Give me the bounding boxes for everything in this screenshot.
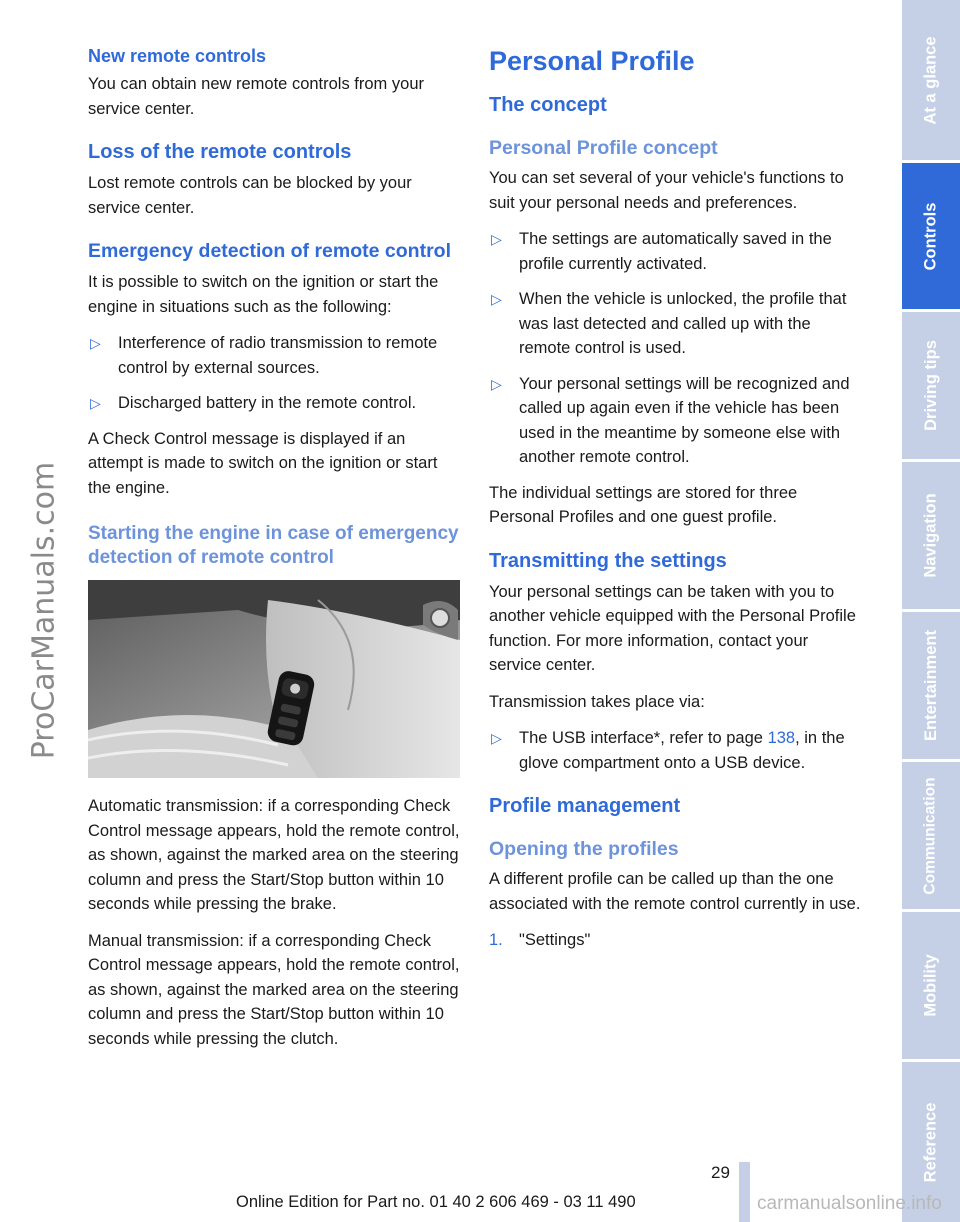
heading-personal-profile-concept: Personal Profile concept bbox=[489, 137, 718, 159]
side-watermark: ProCarManuals.com bbox=[26, 461, 62, 759]
heading-new-remote-controls: New remote controls bbox=[88, 46, 267, 66]
paragraph: Your personal settings can be taken with you to another vehicle equipped with the Personal Profile function. For more information, contact your service center. bbox=[489, 582, 856, 674]
heading-emergency-detection: Emergency detection of remote control bbox=[88, 240, 451, 262]
step-item: 1. "Settings" bbox=[489, 928, 861, 953]
triangle-right-icon: ▷ bbox=[491, 231, 502, 247]
heading-loss-of-remote-controls: Loss of the remote controls bbox=[88, 141, 352, 163]
paragraph: The individual settings are stored for three Personal Profiles and one guest profile. bbox=[489, 483, 798, 526]
heading-the-concept: The concept bbox=[489, 94, 607, 116]
chapter-tab-sidebar bbox=[902, 0, 960, 1222]
tab-communication[interactable]: Communication bbox=[902, 762, 960, 909]
tab-driving-tips[interactable]: Driving tips bbox=[902, 312, 960, 459]
heading-transmitting-settings: Transmitting the settings bbox=[489, 549, 727, 572]
heading-starting-engine: Starting the engine in case of emergency detection of remote control bbox=[88, 523, 459, 568]
paragraph: It is possible to switch on the ignition or start the engine in situations such as the following: bbox=[88, 273, 439, 316]
triangle-right-icon: ▷ bbox=[491, 730, 502, 746]
tab-controls[interactable]: Controls bbox=[902, 163, 960, 309]
triangle-right-icon: ▷ bbox=[491, 375, 502, 392]
page-number-bar bbox=[739, 1162, 750, 1222]
left-column bbox=[88, 44, 460, 1063]
right-column bbox=[489, 44, 861, 964]
triangle-right-icon: ▷ bbox=[90, 335, 101, 351]
list-item: ▷ Interference of radio transmission to remote control by external sources. bbox=[88, 331, 460, 380]
tab-at-a-glance[interactable]: At a glance bbox=[902, 0, 960, 160]
paragraph-manual: Manual transmission: if a corresponding Check Control message appears, hold the remote control, as shown, against the marked area on the steering column and press the Start/Stop button within 10 seconds while pressing the clutch. bbox=[88, 931, 460, 1048]
paragraph-automatic: Automatic transmission: if a corresponding Check Control message appears, hold the remote control, as shown, against the marked area on the steering column and press the Start/Stop button within 10 seconds while pressing the brake. bbox=[88, 797, 460, 913]
paragraph: A different profile can be called up than the one associated with the remote control currently in use. bbox=[489, 870, 861, 913]
heading-opening-profiles: Opening the profiles bbox=[489, 838, 679, 860]
step-number: 1. bbox=[489, 931, 503, 949]
list-item: ▷ Your personal settings will be recognized and called up again even if the vehicle has been used in the meantime by someone else with another remote control. bbox=[489, 372, 861, 470]
list-item: ▷ The USB interface*, refer to page 138, in the glove compartment onto a USB device. bbox=[489, 726, 861, 775]
tab-entertainment[interactable]: Entertainment bbox=[902, 612, 960, 759]
paragraph: You can obtain new remote controls from your service center. bbox=[88, 75, 424, 118]
heading-profile-management: Profile management bbox=[489, 795, 681, 817]
tab-reference[interactable]: Reference bbox=[902, 1062, 960, 1222]
paragraph: A Check Control message is displayed if an attempt is made to switch on the ignition or start the engine. bbox=[88, 429, 438, 497]
tab-mobility[interactable]: Mobility bbox=[902, 912, 960, 1059]
footer-edition: Online Edition for Part no. 01 40 2 606 469 - 03 11 490 bbox=[236, 1193, 636, 1211]
list-item: ▷ Discharged battery in the remote control. bbox=[88, 391, 460, 416]
footer-watermark-logo: carmanualsonline.info bbox=[757, 1193, 942, 1214]
page-number: 29 bbox=[711, 1163, 730, 1182]
paragraph: You can set several of your vehicle's functions to suit your personal needs and preferences. bbox=[489, 169, 844, 212]
list-item: ▷ When the vehicle is unlocked, the profile that was last detected and called up with the remote control is used. bbox=[489, 287, 861, 361]
triangle-right-icon: ▷ bbox=[491, 291, 502, 307]
paragraph: Transmission takes place via: bbox=[489, 692, 705, 711]
triangle-right-icon: ▷ bbox=[90, 395, 101, 411]
tab-navigation[interactable]: Navigation bbox=[902, 462, 960, 609]
steering-column-remote-photo bbox=[88, 580, 460, 778]
list-item: ▷ The settings are automatically saved in the profile currently activated. bbox=[489, 227, 861, 276]
heading-personal-profile: Personal Profile bbox=[489, 46, 695, 76]
paragraph: Lost remote controls can be blocked by your service center. bbox=[88, 174, 412, 217]
page-link[interactable]: 138 bbox=[767, 729, 796, 747]
